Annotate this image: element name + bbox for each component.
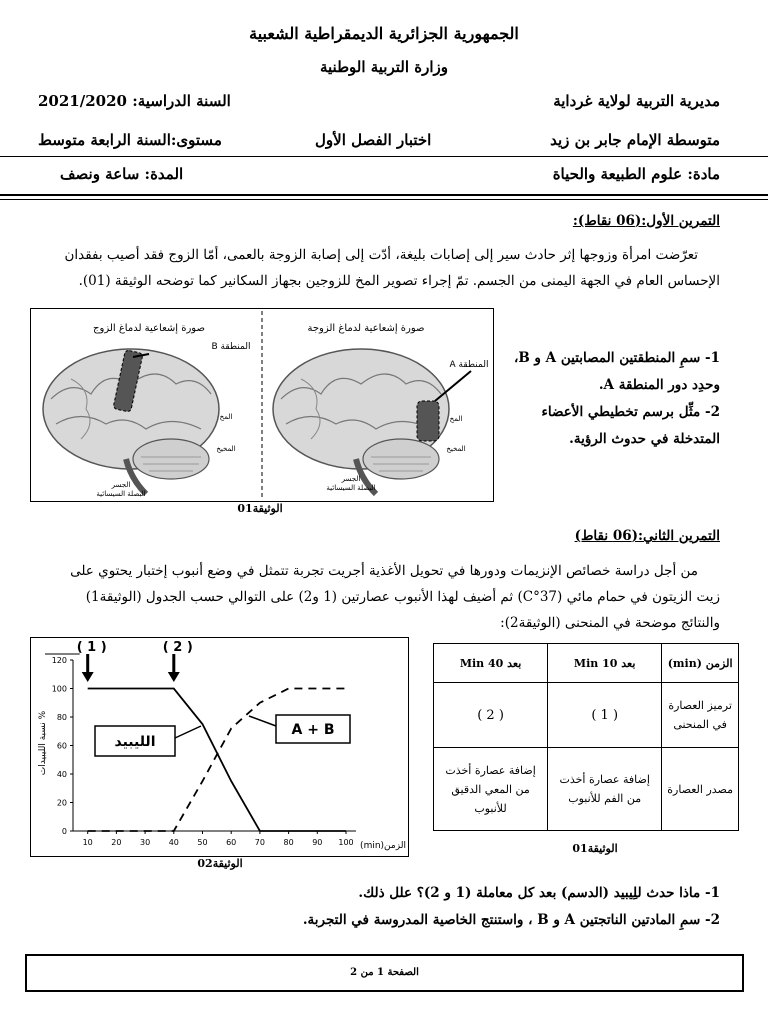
y-tick-label: 20 xyxy=(56,798,67,808)
table-cell: بعد 10 Min xyxy=(548,644,662,683)
exercise1-paragraph xyxy=(36,242,720,294)
y-tick-label: 0 xyxy=(61,827,67,836)
table-cell: إضافة عصارة أخذت من المعي الدقيق للأنبوب xyxy=(434,748,548,831)
exercise2-paragraph xyxy=(36,558,720,636)
x-tick-label: 90 xyxy=(312,838,323,847)
republic-title: الجمهورية الجزائرية الديمقراطية الشعبية xyxy=(249,24,519,43)
juice-table xyxy=(433,643,739,831)
figure02-caption: الوثيقة02 xyxy=(197,857,243,870)
y-tick-label: 60 xyxy=(56,741,67,751)
page-number: الصفحة 1 من 2 xyxy=(350,967,419,978)
table-row xyxy=(434,748,739,831)
zone-b-label: المنطقة B xyxy=(211,342,251,352)
q2-line1: 2- مثِّل برسم تخطيطي الأعضاء xyxy=(541,404,720,420)
husband-label-cerebellum: المخيخ xyxy=(216,445,236,453)
arrow-2-head xyxy=(168,672,180,682)
exercise1-paragraph-line1: تعرّضت امرأة وزوجها إثر حادث سير إلى إصابات بليغة، أدّت إلى إصابة الزوجة بالعمى، أمّا الزوج فقد أصيب بفقدان xyxy=(64,247,698,263)
lipid-label: الليبيد xyxy=(114,734,156,750)
husband-brain-title: صورة إشعاعية لدماغ الزوج xyxy=(93,323,205,334)
y-tick-label: 40 xyxy=(56,770,67,779)
table-cell: ( 1 ) xyxy=(548,683,662,748)
x-tick-label: 50 xyxy=(197,838,208,847)
q1-line2: وحدِد دور المنطقة A. xyxy=(598,377,720,393)
zone-a-label: المنطقة A xyxy=(449,360,489,370)
q2-line2: المتدخلة في حدوث الرؤية. xyxy=(569,431,720,447)
directorate: مديرية التربية لولاية غرداية xyxy=(553,92,720,110)
duration: المدة: ساعة ونصف xyxy=(60,165,184,183)
brain-figure-svg xyxy=(31,309,493,501)
y-axis-label: % نسبة الليبيدات xyxy=(38,710,48,776)
header-divider xyxy=(0,156,768,157)
figure01-caption: الوثيقة01 xyxy=(237,502,283,515)
x-tick-label: 10 xyxy=(82,838,93,847)
exercise2-paragraph-line3: والنتائج موضحة في المنحنى (الوثيقة2): xyxy=(500,615,720,631)
ex2-q2: 2- سمِ المادتين الناتجتين A و B ، واستنتج الخاصية المدروسة في التجربة. xyxy=(302,912,720,928)
ministry-title: وزارة التربية الوطنية xyxy=(319,58,448,76)
x-tick-label: 40 xyxy=(168,838,179,847)
table-row xyxy=(434,644,739,683)
table-cell: مصدر العصارة xyxy=(662,748,739,831)
juice-table-grid xyxy=(433,643,739,831)
exercise2-paragraph-line2: زيت الزيتون في حمام مائي (37°C) ثم أضيف لهذا الأنبوب عصارتين (1 و2) على التوالي حسب الجدول (الوثيقة1) xyxy=(85,589,720,605)
footer-box xyxy=(25,954,744,992)
table-row xyxy=(434,683,739,748)
x-axis-label: الزمن(min) xyxy=(360,841,406,851)
exercise2-questions xyxy=(36,880,720,934)
lipid-series-line xyxy=(88,689,346,832)
wife-brain-title: صورة إشعاعية لدماغ الزوجة xyxy=(307,323,425,334)
table-cell: ( 2 ) xyxy=(434,683,548,748)
school-name: متوسطة الإمام جابر بن زيد xyxy=(550,131,720,149)
ex2-q1: 1- ماذا حدث للِيبيد (الدسم) بعد كل معاملة (1 و 2)؟ علل ذلك. xyxy=(358,885,720,901)
x-tick-label: 30 xyxy=(140,838,151,847)
exam-title: اختبار الفصل الأول xyxy=(315,131,432,149)
husband-label-bridge: الجسر xyxy=(111,481,131,489)
lipid-chart xyxy=(30,637,409,857)
x-tick-label: 20 xyxy=(111,838,122,847)
table-cell: الزمن (min) xyxy=(662,644,739,683)
ab-label-pointer xyxy=(249,716,276,726)
q1-line1: 1- سمِ المنطقتين المصابتين A و B، xyxy=(513,350,720,366)
arrow-1-label: ( 1 ) xyxy=(76,640,107,655)
husband-brain xyxy=(43,349,219,494)
header-divider-double xyxy=(0,194,768,200)
husband-label-medulla: البصلة السيسائية xyxy=(96,490,146,498)
x-tick-label: 100 xyxy=(338,838,354,847)
y-tick-label: 80 xyxy=(56,713,67,722)
wife-brain xyxy=(273,349,471,494)
ab-label: A + B xyxy=(291,722,335,738)
lipid-chart-svg xyxy=(31,638,408,856)
table-caption: الوثيقة01 xyxy=(572,842,618,855)
x-tick-label: 80 xyxy=(283,838,294,847)
wife-label-medulla: البصلة السيسائية xyxy=(326,484,376,492)
x-tick-label: 70 xyxy=(254,838,265,847)
husband-label-brain: المخ xyxy=(219,413,233,421)
exercise1-questions xyxy=(490,345,720,453)
wife-label-cerebellum: المخيخ xyxy=(446,445,466,453)
exercise2-paragraph-line1: من أجل دراسة خصائص الإنزيمات ودورها في تحويل الأغذية أجريت تجربة تتمثل في وضع أنبوب إختبار يحتوي على xyxy=(70,563,698,579)
wife-label-bridge: الجسر xyxy=(341,475,361,483)
brain-figure xyxy=(30,308,494,502)
x-tick-label: 60 xyxy=(226,838,237,847)
level: مستوى:السنة الرابعة متوسط xyxy=(38,131,222,149)
table-cell: ترميز العصارة في المنحنى xyxy=(662,683,739,748)
exercise2-title: التمرين الثاني:(06 نقاط) xyxy=(574,528,720,544)
exercise1-title: التمرين الأول:(06 نقاط): xyxy=(572,213,720,229)
school-year: السنة الدراسية: 2021/2020 xyxy=(38,92,231,110)
exercise1-paragraph-line2: الإحساس العام في الجهة اليمنى من الجسم. تمّ إجراء تصوير المخ للزوجين بجهاز السكانير كما توضحه الوثيقة (01). xyxy=(78,273,720,289)
subject: مادة: علوم الطبيعة والحياة xyxy=(552,165,720,183)
arrow-1-head xyxy=(82,672,94,682)
ab-series-line xyxy=(88,689,346,832)
table-cell: إضافة عصارة أخذت من الفم للأنبوب xyxy=(548,748,662,831)
y-tick-label: 100 xyxy=(51,684,67,694)
arrow-2-label: ( 2 ) xyxy=(162,640,193,655)
table-cell: بعد 40 Min xyxy=(434,644,548,683)
y-tick-label: 120 xyxy=(51,656,67,665)
lipid-label-pointer xyxy=(175,726,201,738)
wife-label-brain: المخ xyxy=(449,415,463,423)
